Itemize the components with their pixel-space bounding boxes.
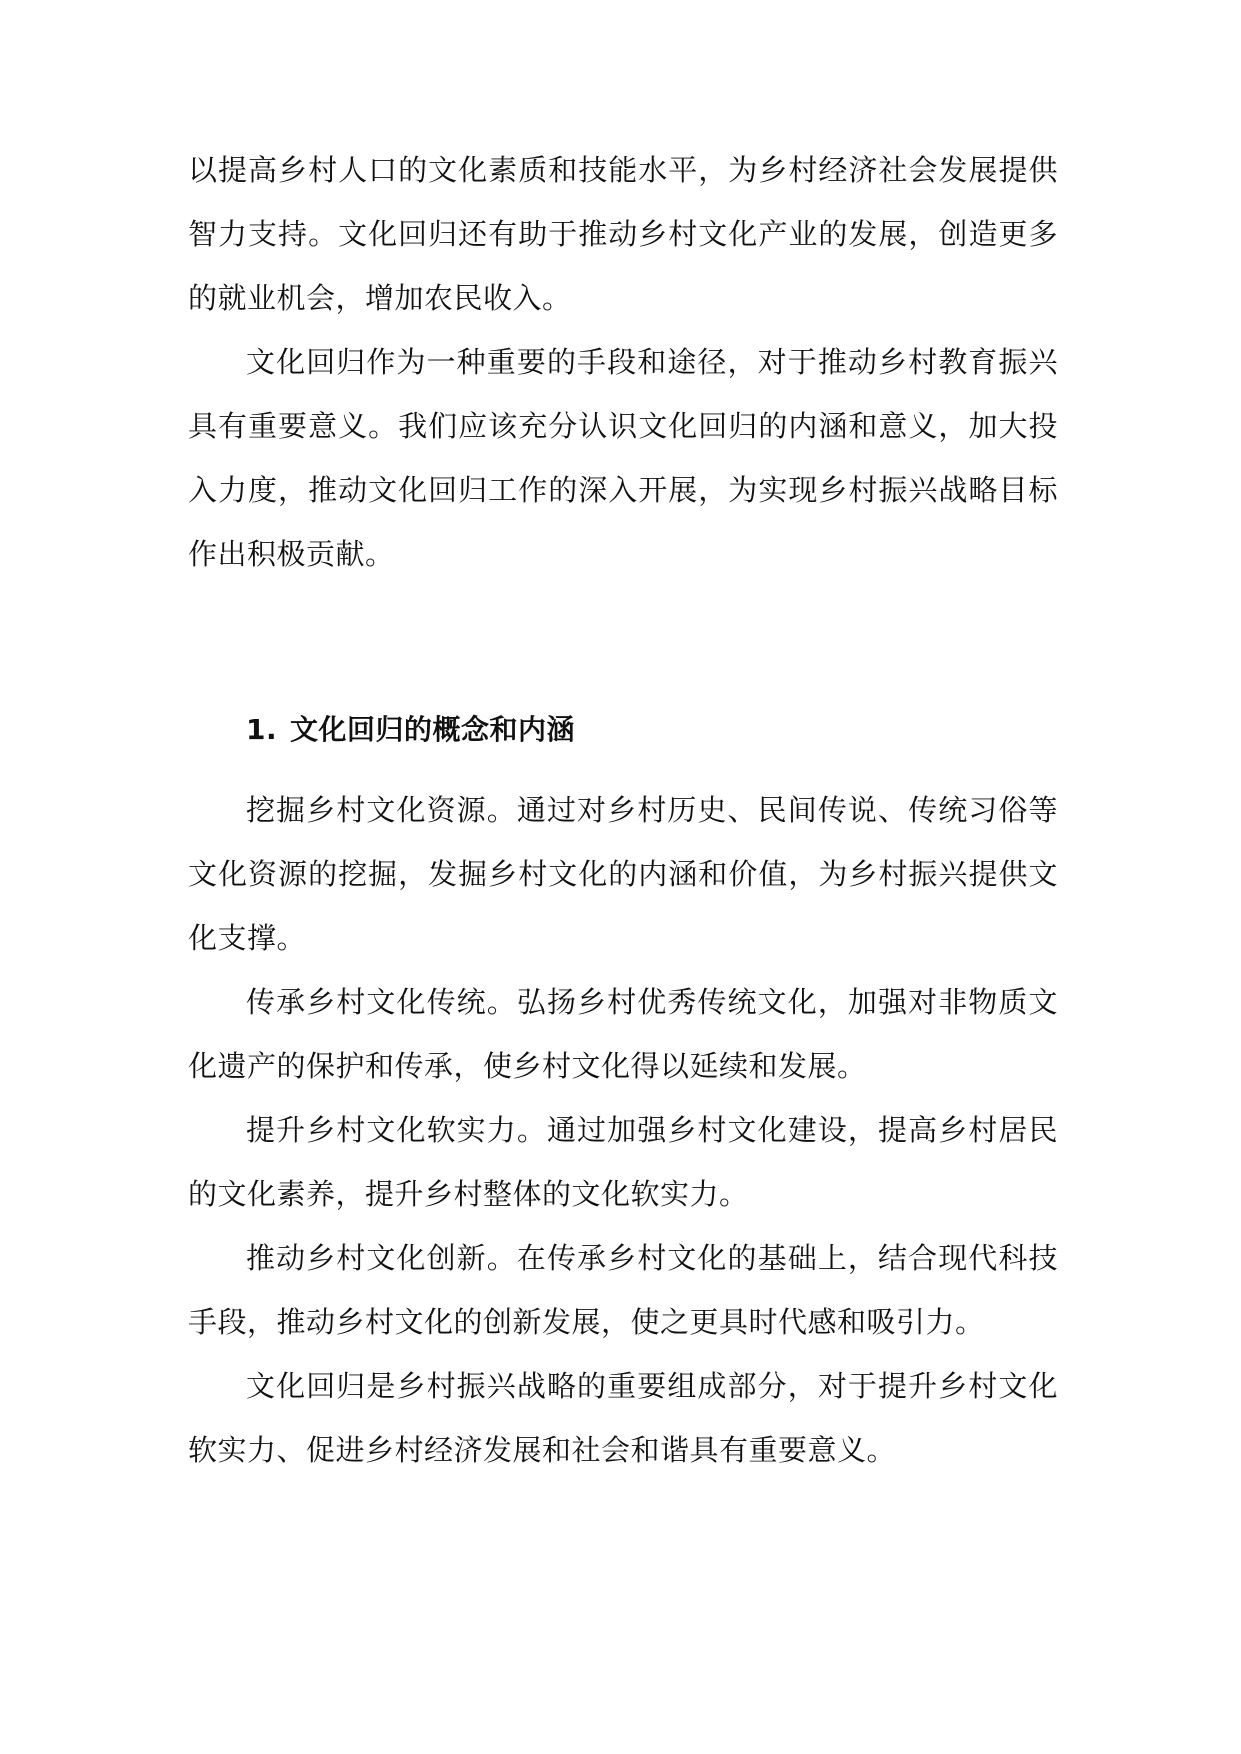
section-text xyxy=(188,778,1058,1482)
paragraph-resources: 挖掘乡村文化资源。通过对乡村历史、民间传说、传统习俗等文化资源的挖掘，发掘乡村文化的内涵和价值，为乡村振兴提供文化支撑。 xyxy=(188,793,1058,955)
intro-text xyxy=(188,138,1058,586)
paragraph-conclusion: 文化回归是乡村振兴战略的重要组成部分，对于提升乡村文化软实力、促进乡村经济发展和社会和谐具有重要意义。 xyxy=(188,1369,1058,1467)
section-title: 文化回归的概念和内涵 xyxy=(290,713,576,746)
paragraph-soft-power: 提升乡村文化软实力。通过加强乡村文化建设，提高乡村居民的文化素养，提升乡村整体的文化软实力。 xyxy=(188,1113,1058,1211)
paragraph-continuation: 以提高乡村人口的文化素质和技能水平，为乡村经济社会发展提供智力支持。文化回归还有助于推动乡村文化产业的发展，创造更多的就业机会，增加农民收入。 xyxy=(188,153,1058,315)
section-number: 1. xyxy=(246,713,278,746)
section-heading xyxy=(246,698,1046,762)
paragraph-tradition: 传承乡村文化传统。弘扬乡村优秀传统文化，加强对非物质文化遗产的保护和传承，使乡村文化得以延续和发展。 xyxy=(188,985,1058,1083)
paragraph-innovation: 推动乡村文化创新。在传承乡村文化的基础上，结合现代科技手段，推动乡村文化的创新发展，使之更具时代感和吸引力。 xyxy=(188,1241,1058,1339)
paragraph-significance: 文化回归作为一种重要的手段和途径，对于推动乡村教育振兴具有重要意义。我们应该充分认识文化回归的内涵和意义，加大投入力度，推动文化回归工作的深入开展，为实现乡村振兴战略目标作出积极贡献。 xyxy=(188,345,1058,571)
